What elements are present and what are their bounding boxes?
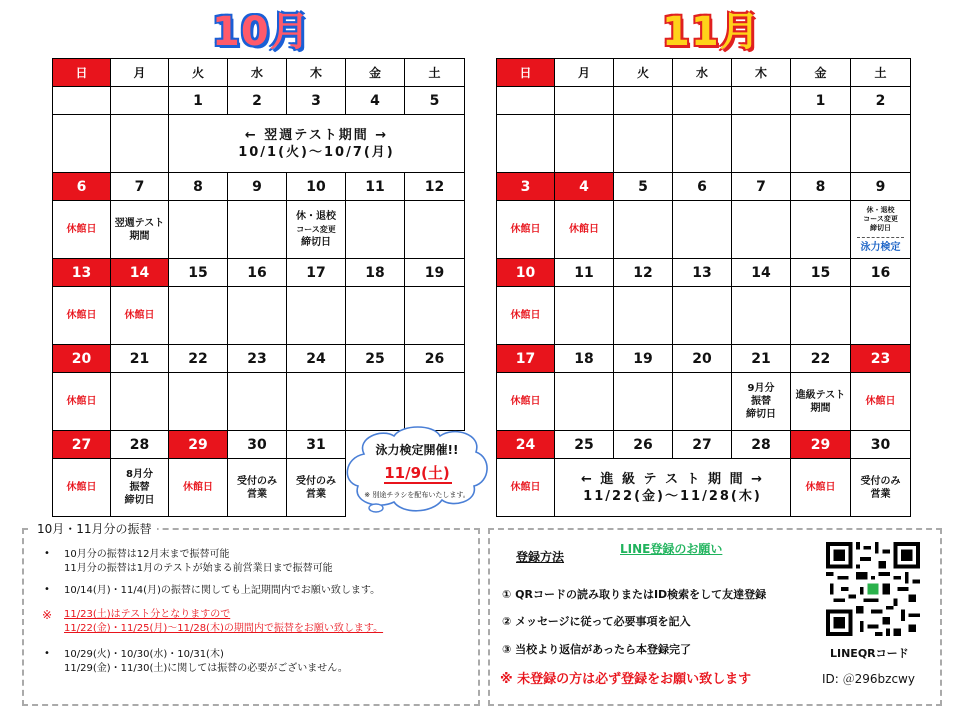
day-cell: 28 bbox=[111, 431, 169, 459]
note-cell bbox=[169, 373, 228, 431]
note-cell bbox=[614, 115, 673, 173]
note-cell bbox=[53, 115, 111, 173]
weekday-sat: 土 bbox=[851, 59, 911, 87]
closed-day-note: 休館日 bbox=[53, 373, 111, 431]
day-cell: 20 bbox=[53, 345, 111, 373]
week-row bbox=[497, 173, 911, 201]
weekday-mon: 月 bbox=[111, 59, 169, 87]
note-line: 翌週テスト bbox=[114, 217, 165, 229]
week-row bbox=[497, 259, 911, 287]
note-cell bbox=[673, 201, 732, 259]
note-cell bbox=[614, 287, 673, 345]
note-line: 受付のみ bbox=[237, 475, 277, 487]
makeup-line: 11/22(金)・11/25(月)～11/28(木)の期間内で振替をお願い致します。 bbox=[64, 623, 384, 634]
day-cell: 22 bbox=[169, 345, 228, 373]
day-cell: 5 bbox=[614, 173, 673, 201]
note-cell bbox=[851, 115, 911, 173]
bubble-note: ※ 別途チラシを配布いたします。 bbox=[364, 491, 470, 499]
weekday-sun: 日 bbox=[53, 59, 111, 87]
closed-day-note: 休館日 bbox=[791, 459, 851, 517]
note-row bbox=[497, 373, 911, 431]
note-cell bbox=[614, 373, 673, 431]
day-cell: 29 bbox=[169, 431, 228, 459]
day-cell: 25 bbox=[346, 345, 405, 373]
note-cell bbox=[228, 201, 287, 259]
day-cell: 23 bbox=[228, 345, 287, 373]
weekday-header bbox=[497, 59, 911, 87]
note-cell bbox=[673, 115, 732, 173]
note-cell bbox=[405, 287, 465, 345]
test-period-banner bbox=[169, 115, 465, 173]
note-cell bbox=[851, 287, 911, 345]
note-cell bbox=[228, 459, 287, 517]
week-row bbox=[53, 87, 465, 115]
day-cell: 18 bbox=[555, 345, 614, 373]
test-period-dates: 10/1(火)～10/7(月) bbox=[238, 144, 395, 160]
note-line: 期間 bbox=[810, 402, 831, 414]
note-line: 締切日 bbox=[870, 223, 891, 232]
test-period-label: ← 翌週テスト期間 → bbox=[244, 127, 389, 143]
note-cell bbox=[497, 115, 555, 173]
day-cell: 4 bbox=[346, 87, 405, 115]
weekday-sat: 土 bbox=[405, 59, 465, 87]
registration-warning: ※ 未登録の方は必ず登録をお願い致します bbox=[500, 672, 752, 687]
test-period-banner bbox=[555, 459, 791, 517]
qr-code-label: LINEQRコード bbox=[830, 647, 909, 660]
note-cell bbox=[346, 287, 405, 345]
day-cell: 2 bbox=[228, 87, 287, 115]
note-line: 受付のみ bbox=[296, 475, 336, 487]
day-cell bbox=[614, 87, 673, 115]
closed-day-note: 休館日 bbox=[555, 201, 614, 259]
note-cell bbox=[791, 201, 851, 259]
makeup-line: 10/29(火)・10/30(水)・10/31(木) bbox=[64, 649, 224, 660]
weekday-wed: 水 bbox=[673, 59, 732, 87]
october-title: 10月 bbox=[212, 9, 311, 55]
day-cell: 5 bbox=[405, 87, 465, 115]
note-line: 休・退校 bbox=[296, 211, 336, 222]
day-cell: 18 bbox=[346, 259, 405, 287]
day-cell: 10 bbox=[497, 259, 555, 287]
day-cell: 20 bbox=[673, 345, 732, 373]
day-cell: 21 bbox=[732, 345, 791, 373]
week-row bbox=[53, 345, 465, 373]
day-cell bbox=[53, 87, 111, 115]
note-line: 8月分 bbox=[126, 469, 153, 480]
day-cell: 14 bbox=[732, 259, 791, 287]
note-cell bbox=[732, 115, 791, 173]
day-cell: 12 bbox=[614, 259, 673, 287]
line-qr-code[interactable] bbox=[826, 542, 920, 636]
day-cell: 26 bbox=[614, 431, 673, 459]
day-cell: 23 bbox=[851, 345, 911, 373]
note-row bbox=[53, 201, 465, 259]
day-cell: 30 bbox=[851, 431, 911, 459]
note-cell bbox=[287, 373, 346, 431]
day-cell: 3 bbox=[287, 87, 346, 115]
note-line: 振替 bbox=[129, 482, 150, 493]
november-title: 11月 bbox=[662, 9, 761, 55]
makeup-item-4 bbox=[64, 648, 348, 676]
note-row bbox=[53, 287, 465, 345]
week-row bbox=[497, 87, 911, 115]
day-cell: 8 bbox=[791, 173, 851, 201]
note-cell bbox=[111, 373, 169, 431]
note-cell bbox=[555, 287, 614, 345]
day-cell: 27 bbox=[53, 431, 111, 459]
closed-day-note: 休館日 bbox=[53, 287, 111, 345]
note-line: コース変更 bbox=[296, 225, 336, 234]
line-id: ID: ＠296bzcwy bbox=[822, 672, 915, 686]
day-cell: 10 bbox=[287, 173, 346, 201]
day-cell bbox=[732, 87, 791, 115]
closed-day-note: 休館日 bbox=[851, 373, 911, 431]
note-cell bbox=[614, 201, 673, 259]
day-cell: 16 bbox=[228, 259, 287, 287]
day-cell: 16 bbox=[851, 259, 911, 287]
closed-day-note: 休館日 bbox=[497, 459, 555, 517]
day-cell: 7 bbox=[111, 173, 169, 201]
note-cell bbox=[228, 373, 287, 431]
day-cell: 15 bbox=[791, 259, 851, 287]
week-row bbox=[497, 345, 911, 373]
closed-day-note: 休館日 bbox=[497, 201, 555, 259]
day-cell: 11 bbox=[346, 173, 405, 201]
week-row bbox=[53, 259, 465, 287]
day-cell: 8 bbox=[169, 173, 228, 201]
registration-step-3: ③ 当校より返信があったら本登録完了 bbox=[502, 643, 692, 656]
note-cell bbox=[555, 115, 614, 173]
note-cell bbox=[287, 459, 346, 517]
note-cell bbox=[405, 373, 465, 431]
note-cell bbox=[791, 287, 851, 345]
note-row bbox=[53, 373, 465, 431]
bubble-title: 泳力検定開催!! bbox=[375, 443, 459, 457]
weekday-wed: 水 bbox=[228, 59, 287, 87]
weekday-tue: 火 bbox=[169, 59, 228, 87]
day-cell: 28 bbox=[732, 431, 791, 459]
note-cell bbox=[673, 287, 732, 345]
note-cell bbox=[732, 373, 791, 431]
day-cell bbox=[555, 87, 614, 115]
weekday-fri: 金 bbox=[791, 59, 851, 87]
note-cell bbox=[851, 201, 911, 259]
day-cell: 1 bbox=[169, 87, 228, 115]
line-registration-title: LINE登録のお願い bbox=[620, 542, 723, 556]
test-period-dates: 11/22(金)～11/28(木) bbox=[583, 488, 762, 504]
makeup-item-3 bbox=[64, 608, 383, 636]
note-line: 締切日 bbox=[746, 409, 776, 420]
weekday-tue: 火 bbox=[614, 59, 673, 87]
note-row bbox=[497, 115, 911, 173]
note-cell bbox=[346, 373, 405, 431]
day-cell: 6 bbox=[53, 173, 111, 201]
makeup-panel-title: 10月・11月分の振替 bbox=[32, 520, 157, 537]
day-cell: 7 bbox=[732, 173, 791, 201]
bullet-dot: • bbox=[44, 584, 50, 595]
bubble-date: 11/9(土) bbox=[384, 464, 450, 482]
day-cell bbox=[497, 87, 555, 115]
day-cell: 24 bbox=[497, 431, 555, 459]
registration-method-title: 登録方法 bbox=[516, 550, 565, 564]
note-cell bbox=[791, 373, 851, 431]
note-cell bbox=[111, 201, 169, 259]
note-line: 営業 bbox=[247, 488, 267, 500]
note-cell bbox=[346, 201, 405, 259]
day-cell: 13 bbox=[53, 259, 111, 287]
note-line: 振替 bbox=[751, 396, 771, 407]
day-cell: 24 bbox=[287, 345, 346, 373]
note-cell bbox=[111, 115, 169, 173]
day-cell: 3 bbox=[497, 173, 555, 201]
note-cell bbox=[169, 201, 228, 259]
note-line: 進級テスト bbox=[795, 389, 846, 401]
day-cell bbox=[111, 87, 169, 115]
note-line: コース変更 bbox=[863, 214, 898, 223]
note-cell bbox=[555, 373, 614, 431]
closed-day-note: 休館日 bbox=[169, 459, 228, 517]
day-cell: 21 bbox=[111, 345, 169, 373]
dashed-divider bbox=[857, 237, 904, 238]
bullet-dot: • bbox=[44, 548, 50, 559]
weekday-thu: 木 bbox=[732, 59, 791, 87]
day-cell: 26 bbox=[405, 345, 465, 373]
day-cell: 9 bbox=[228, 173, 287, 201]
day-cell: 13 bbox=[673, 259, 732, 287]
weekday-thu: 木 bbox=[287, 59, 346, 87]
note-line: 締切日 bbox=[301, 237, 331, 248]
makeup-line: 11月分の振替は1月のテストが始まる前営業日まで振替可能 bbox=[64, 563, 333, 574]
day-cell bbox=[673, 87, 732, 115]
day-cell: 19 bbox=[614, 345, 673, 373]
note-row bbox=[497, 201, 911, 259]
november-calendar bbox=[496, 58, 911, 517]
day-cell: 17 bbox=[497, 345, 555, 373]
note-mark: ※ bbox=[42, 608, 53, 622]
weekday-sun: 日 bbox=[497, 59, 555, 87]
swim-test-bubble bbox=[342, 424, 492, 516]
makeup-item-2: 10/14(月)・11/4(月)の振替に関しても上記期間内でお願い致します。 bbox=[64, 585, 381, 596]
closed-day-note: 休館日 bbox=[53, 201, 111, 259]
note-cell bbox=[228, 287, 287, 345]
closed-day-note: 休館日 bbox=[497, 287, 555, 345]
note-line: 営業 bbox=[306, 488, 326, 500]
note-cell bbox=[673, 373, 732, 431]
weekday-fri: 金 bbox=[346, 59, 405, 87]
test-period-label: ← 進 級 テ ス ト 期 間 → bbox=[581, 471, 764, 487]
note-cell bbox=[791, 115, 851, 173]
weekday-header bbox=[53, 59, 465, 87]
note-line: 締切日 bbox=[124, 495, 155, 506]
makeup-line: 11/29(金)・11/30(土)に関しては振替の必要がございません。 bbox=[64, 663, 348, 674]
day-cell: 17 bbox=[287, 259, 346, 287]
note-cell bbox=[732, 201, 791, 259]
day-cell: 22 bbox=[791, 345, 851, 373]
closed-day-note: 休館日 bbox=[53, 459, 111, 517]
note-line: 受付のみ bbox=[860, 475, 901, 487]
closed-day-note: 休館日 bbox=[111, 287, 169, 345]
day-cell: 6 bbox=[673, 173, 732, 201]
day-cell: 12 bbox=[405, 173, 465, 201]
makeup-line: 11/23(土)はテスト分となりますので bbox=[64, 609, 231, 620]
registration-step-1: ① QRコードの読み取りまたはID検索をして友達登録 bbox=[502, 588, 767, 601]
day-cell: 14 bbox=[111, 259, 169, 287]
note-cell bbox=[287, 287, 346, 345]
note-line: 期間 bbox=[129, 230, 150, 242]
note-row bbox=[497, 287, 911, 345]
bullet-dot: • bbox=[44, 648, 50, 659]
note-cell bbox=[732, 287, 791, 345]
closed-day-note: 休館日 bbox=[497, 373, 555, 431]
note-cell bbox=[851, 459, 911, 517]
note-cell bbox=[169, 287, 228, 345]
day-cell: 11 bbox=[555, 259, 614, 287]
day-cell: 4 bbox=[555, 173, 614, 201]
note-line: 9月分 bbox=[747, 383, 775, 394]
note-line: 休・退校 bbox=[866, 205, 895, 214]
makeup-item-1 bbox=[64, 548, 333, 576]
day-cell: 19 bbox=[405, 259, 465, 287]
makeup-line: 10月分の振替は12月末まで振替可能 bbox=[64, 549, 230, 560]
day-cell: 31 bbox=[287, 431, 346, 459]
day-cell: 29 bbox=[791, 431, 851, 459]
day-cell: 27 bbox=[673, 431, 732, 459]
week-row bbox=[497, 431, 911, 459]
note-cell bbox=[287, 201, 346, 259]
note-cell bbox=[405, 201, 465, 259]
note-cell bbox=[111, 459, 169, 517]
week-row bbox=[53, 173, 465, 201]
weekday-mon: 月 bbox=[555, 59, 614, 87]
day-cell: 25 bbox=[555, 431, 614, 459]
day-cell: 15 bbox=[169, 259, 228, 287]
note-row bbox=[497, 459, 911, 517]
swim-test-note: 泳力検定 bbox=[860, 241, 901, 253]
note-line: 営業 bbox=[870, 488, 891, 500]
registration-step-2: ② メッセージに従って必要事項を記入 bbox=[502, 615, 691, 628]
day-cell: 30 bbox=[228, 431, 287, 459]
day-cell: 1 bbox=[791, 87, 851, 115]
note-row bbox=[53, 115, 465, 173]
bubble-underline bbox=[384, 482, 452, 484]
day-cell: 2 bbox=[851, 87, 911, 115]
day-cell: 9 bbox=[851, 173, 911, 201]
